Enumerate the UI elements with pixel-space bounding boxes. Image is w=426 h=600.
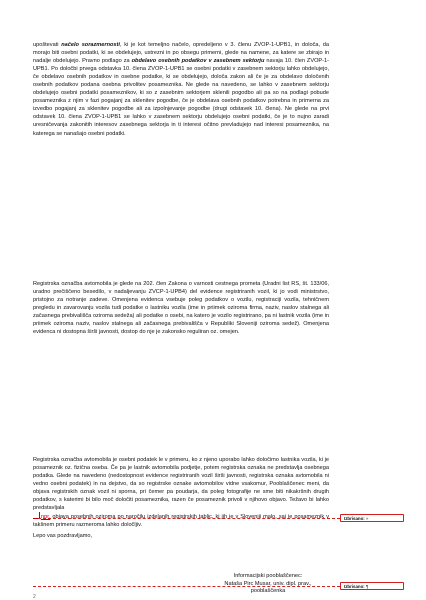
closing-text: Lepo vas pozdravljamo, bbox=[33, 533, 93, 539]
deletion-balloon-2[interactable] bbox=[340, 582, 404, 590]
comment-connector-2 bbox=[33, 586, 340, 587]
comment-connector-1 bbox=[38, 518, 340, 519]
balloon-label: Izbrisano: bbox=[344, 516, 365, 521]
tracked-insertion[interactable]: npr. bbox=[41, 514, 51, 521]
paragraph-legal-basis bbox=[33, 41, 329, 145]
page-number: 2 bbox=[33, 594, 36, 600]
paragraph-registration bbox=[33, 280, 329, 344]
balloon-value: » bbox=[365, 516, 369, 521]
paragraph-text-main: Registrska označba avtomobila je osebni podatek le v primeru, ko z njeno uporabo lahko določimo lastnika vozila, ki je posameznik oz. fizična oseba. Če pa je lastnik avtomobila podjetje, potem registrska oznaka ne predstavlja osebnega podatka. Glede na navedeno (nedostopnost evidence registriranih vozil širši javnosti, registrska oznaka avtomobila ni vedno osebni podatek) in na dejstvo, da so registrske oznake avtomobilov vidne vsakomur, Pooblaščenec meni, da objava registrskih oznak vozil ni sporna, pri čemer pa poudarja, da poleg fotografije ne sme biti nikakršnih drugih podatkov, s katerimi bi bilo moč določiti posameznika, razen če posameznik privoli v njihovo objavo. Težavo bi lahko predstavljala bbox=[33, 457, 329, 512]
signature-line-2: Nataša Pirc Musar, univ. dipl. prav., bbox=[224, 580, 312, 587]
signature-line-1: Informacijski pooblaščenec: bbox=[233, 573, 303, 579]
paragraph-text: Registrska označba avtomobila je glede na 202. člen Zakona o varnosti cestnega prometa (Uradni list RS, št. 133/06, uradno prečiščeno besedilo, v nadaljevanju ZVCP-1-UPB4) del evidence registriranih vozil, ki jo vodi ministrstvo, pristojno za notranje zadeve. Omenjena evidenca vsebuje poleg podatkov o vozilu, registraciji vozila, tehničnem pregledu in zavarovanju vozila tudi podatke o lastniku vozila (ime in priimek oziroma firma, naziv, naslov stalnega ali začasnega prebivališča oziroma sedeža) ali podatke o osebi, na katero je vozilo registrirano, pa ni lastnik vozila (ime in priimek oziroma naziv, naslov stalnega ali začasnega prebivališča v Republiki Sloveniji oziroma sedež). Omenjena evidenca ni dostopna širši javnosti, dostop do nje je zakonsko reguliran oz. omejen. bbox=[33, 281, 329, 336]
closing-block bbox=[33, 532, 329, 548]
deletion-balloon-1[interactable] bbox=[340, 514, 404, 522]
paragraph-license-plate bbox=[33, 456, 329, 537]
signature-block bbox=[215, 573, 321, 596]
paragraph-text: upoštevati načelo sorazmernosti, ki je kot temeljno načelo, opredeljeno v 3. členu ZVOP-1-UPB1, in določa, da morajo biti osebni podatki, ki se obdelujejo, ustrezni in po obsegu primerni, glede na namene, za katere se zbirajo in nadalje obdelujejo. Pravno podlago za obdelavo osebnih podatkov v zasebnem sektorju navaja 10. člen ZVOP-1-UPB1. Po določbi prvega odstavka 10. člena ZVOP-1-UPB1 se osebni podatki v zasebnem sektorju lahko obdelujejo, če obdelavo osebnih podatkov in osebne podatke, ki se obdelujejo, določa zakon ali če je za obdelavo določenih osebnih podatkov podana osebna privolitev posameznika. Ne glede na navedeno, se lahko v zasebnem sektorju obdelujejo osebni podatki posameznikov, ki so z zasebnim sektorjem sklenili pogodbo ali pa so na podlagi pobude posameznika z njim v fazi pogajanj za sklenitev pogodbe, če je obdelava osebnih podatkov potrebna in primerna za izvedbo pogajanj za sklenitev pogodbe ali za izpolnjevanje pogodbe (drugi odstavek 10. člena). Ne glede na prvi odstavek 10. člena ZVOP-1-UPB1 se lahko v zasebnem sektorju obdelujejo osebni podatki, če je to nujno zaradi uresničevanja zakonitih interesov zasebnega sektorja in ti interesi očitno prevladujejo nad interesi posameznika, na katerega se nanašajo osebni podatki. bbox=[33, 42, 329, 137]
balloon-value: ¶ bbox=[365, 584, 369, 589]
balloon-label: Izbrisano: bbox=[344, 584, 365, 589]
paragraph-text-tail: objava posebnih oziroma po naročilu izdelanih registrskih tablic, ki jih je v Sloveniji malo, saj je posameznik v takšnem primeru razmeroma lahko določljiv. bbox=[33, 514, 329, 529]
signature-line-3: pooblaščenka bbox=[250, 588, 286, 594]
